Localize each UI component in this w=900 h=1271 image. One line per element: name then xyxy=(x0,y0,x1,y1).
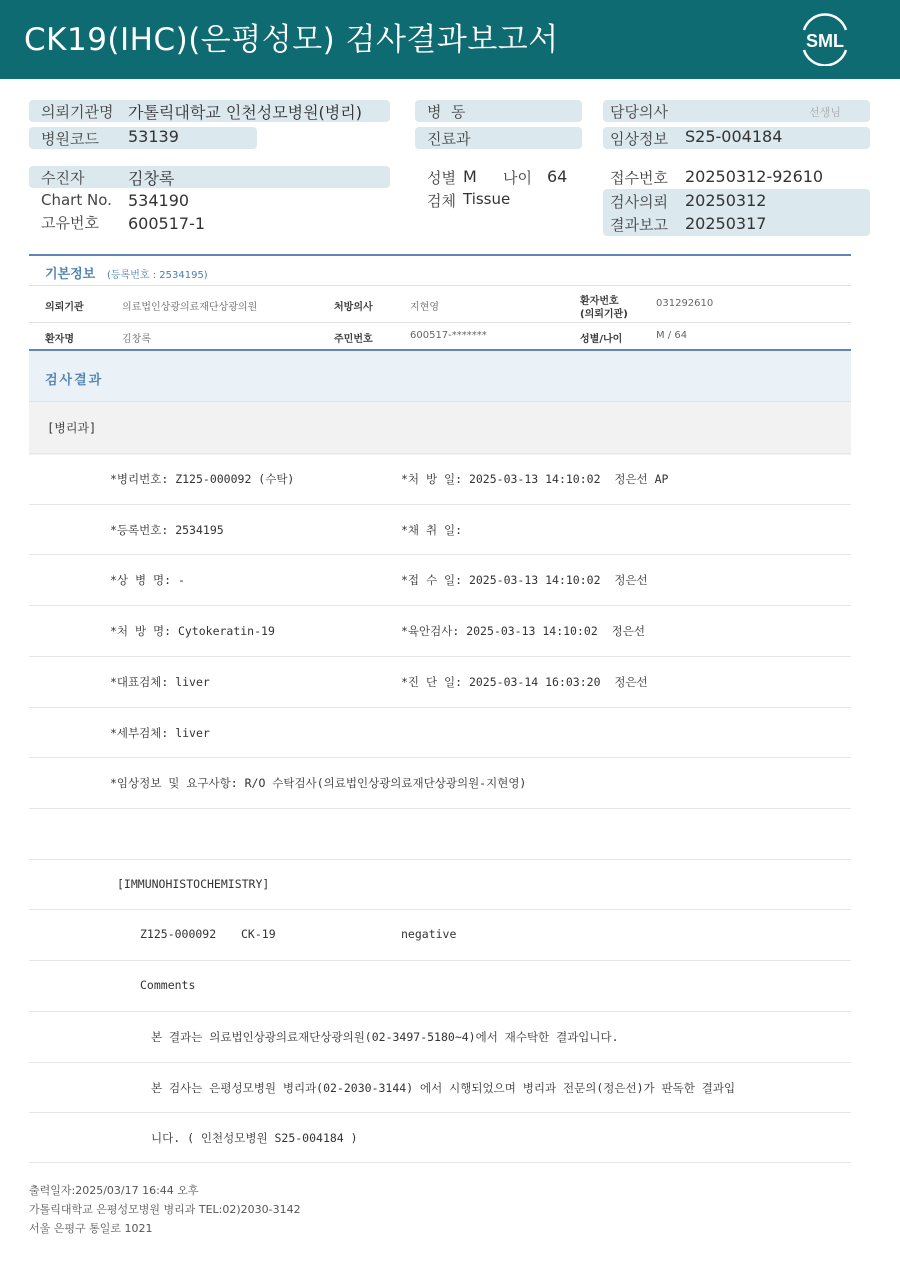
report-value: 20250317 xyxy=(685,214,767,233)
age-value: 64 xyxy=(547,167,568,186)
requester-label: 의뢰기관명 xyxy=(41,103,114,121)
result-left: *임상정보 및 요구사항: R/O 수탁검사(의료법인상광의료재단상광의원-지현영) xyxy=(110,776,527,790)
unique-label: 고유번호 xyxy=(41,214,99,232)
result-row xyxy=(29,707,851,758)
footer-hospital: 가톨릭대학교 은평성모병원 병리과 TEL:02)2030-3142 xyxy=(29,1203,301,1216)
basic-info-row xyxy=(29,322,851,349)
patient-label: 수진자 xyxy=(41,169,85,187)
basic-key: 성별/나이 xyxy=(580,334,623,345)
basic-info-header xyxy=(29,254,851,285)
report-header xyxy=(0,0,900,79)
result-title: 검사결과 xyxy=(45,373,104,388)
result-right: *진 단 일: 2025-03-14 16:03:20 정은선 xyxy=(401,675,648,689)
ihc-header: [IMMUNOHISTOCHEMISTRY] xyxy=(117,877,270,891)
ward-label: 병 동 xyxy=(427,103,466,121)
doctor-label: 담당의사 xyxy=(610,103,668,121)
result-row xyxy=(29,656,851,707)
sex-value: M xyxy=(463,167,477,186)
hospital-code-value: 53139 xyxy=(128,127,179,146)
clinical-value: S25-004184 xyxy=(685,127,783,146)
department-tag: [병리과] xyxy=(47,421,97,435)
receipt-value: 20250312-92610 xyxy=(685,167,824,186)
basic-info-row xyxy=(29,285,851,322)
chart-value: 534190 xyxy=(128,191,190,210)
specimen-value: Tissue xyxy=(463,190,511,208)
clinical-label: 임상정보 xyxy=(610,130,668,148)
age-label: 나이 xyxy=(503,169,532,187)
comment-text: 본 검사는 은평성모병원 병리과(02-2030-3144) 에서 시행되었으며 병리과 전문의(정은선)가 판독한 결과입 xyxy=(151,1081,736,1095)
report-title: CK19(IHC)(은평성모) 검사결과보고서 xyxy=(24,22,559,58)
result-row xyxy=(29,504,851,555)
basic-value: 김창록 xyxy=(122,334,151,345)
result-section-header xyxy=(29,349,851,453)
basic-key: 주민번호 xyxy=(334,334,373,345)
sex-label: 성별 xyxy=(427,169,456,187)
basic-info-reg-no: (등록번호 : 2534195) xyxy=(107,270,208,281)
comments-label-row xyxy=(29,960,851,1011)
unique-value: 600517-1 xyxy=(128,214,206,233)
result-left: *등록번호: 2534195 xyxy=(110,523,224,537)
result-left: *대표검체: liver xyxy=(110,675,210,689)
result-right: *채 취 일: xyxy=(401,523,463,537)
chart-label: Chart No. xyxy=(41,191,112,209)
result-right: *접 수 일: 2025-03-13 14:10:02 정은선 xyxy=(401,573,648,587)
comment-row xyxy=(29,1112,851,1163)
basic-key: 환자번호 xyxy=(580,296,619,307)
result-right: *육안검사: 2025-03-13 14:10:02 정은선 xyxy=(401,624,645,638)
print-date: 출력일자:2025/03/17 16:44 오후 xyxy=(29,1184,199,1197)
ihc-marker: CK-19 xyxy=(241,927,276,941)
footer-address: 서울 은평구 통일로 1021 xyxy=(29,1222,153,1235)
requester-value: 가톨릭대학교 인천성모병원(병리) xyxy=(128,103,362,122)
result-left: *상 병 명: - xyxy=(110,573,185,587)
comment-text: 니다. ( 인천성모병원 S25-004184 ) xyxy=(151,1131,358,1145)
result-row xyxy=(29,554,851,605)
basic-value: M / 64 xyxy=(656,330,688,341)
department-label: 진료과 xyxy=(427,130,471,148)
comment-row xyxy=(29,1011,851,1062)
basic-key: 환자명 xyxy=(45,334,74,345)
receipt-label: 접수번호 xyxy=(610,169,668,187)
comment-row xyxy=(29,1062,851,1113)
basic-key: 처방의사 xyxy=(334,302,373,313)
result-row xyxy=(29,757,851,808)
patient-value: 김창록 xyxy=(128,169,175,188)
result-row xyxy=(29,453,851,504)
specimen-label: 검체 xyxy=(427,192,456,210)
comments-label: Comments xyxy=(140,978,196,992)
basic-info-title: 기본정보 xyxy=(45,267,96,282)
doctor-suffix: 선생님 xyxy=(809,106,841,119)
comment-text: 본 결과는 의료법인상광의료재단상광의원(02-3497-5180~4)에서 재수탁한 결과입니다. xyxy=(151,1030,619,1044)
request-label: 검사의뢰 xyxy=(610,193,668,211)
hospital-code-label: 병원코드 xyxy=(41,130,99,148)
basic-key: (의뢰기관) xyxy=(580,309,628,320)
request-value: 20250312 xyxy=(685,191,767,210)
result-row xyxy=(29,605,851,656)
basic-value: 지현영 xyxy=(410,302,439,313)
result-row-empty xyxy=(29,808,851,859)
result-left: *병리번호: Z125-000092 (수탁) xyxy=(110,472,295,486)
basic-value: 031292610 xyxy=(656,298,714,309)
basic-key: 의뢰기관 xyxy=(45,302,84,313)
ihc-header-row xyxy=(29,859,851,910)
result-left: *세부검체: liver xyxy=(110,726,210,740)
ihc-result-row xyxy=(29,909,851,960)
basic-value: 의료법인상광의료재단상광의원 xyxy=(122,302,258,313)
result-left: *처 방 명: Cytokeratin-19 xyxy=(110,624,275,638)
basic-value: 600517-******* xyxy=(410,330,487,341)
sml-logo-text: SML xyxy=(806,31,844,51)
result-right: *처 방 일: 2025-03-13 14:10:02 정은선 AP xyxy=(401,472,669,486)
sml-logo xyxy=(796,12,854,66)
report-label: 결과보고 xyxy=(610,216,668,234)
ihc-result: negative xyxy=(401,927,457,941)
ihc-case-no: Z125-000092 xyxy=(140,927,217,941)
dept-band xyxy=(29,402,851,455)
result-bottom-line xyxy=(29,1162,851,1163)
